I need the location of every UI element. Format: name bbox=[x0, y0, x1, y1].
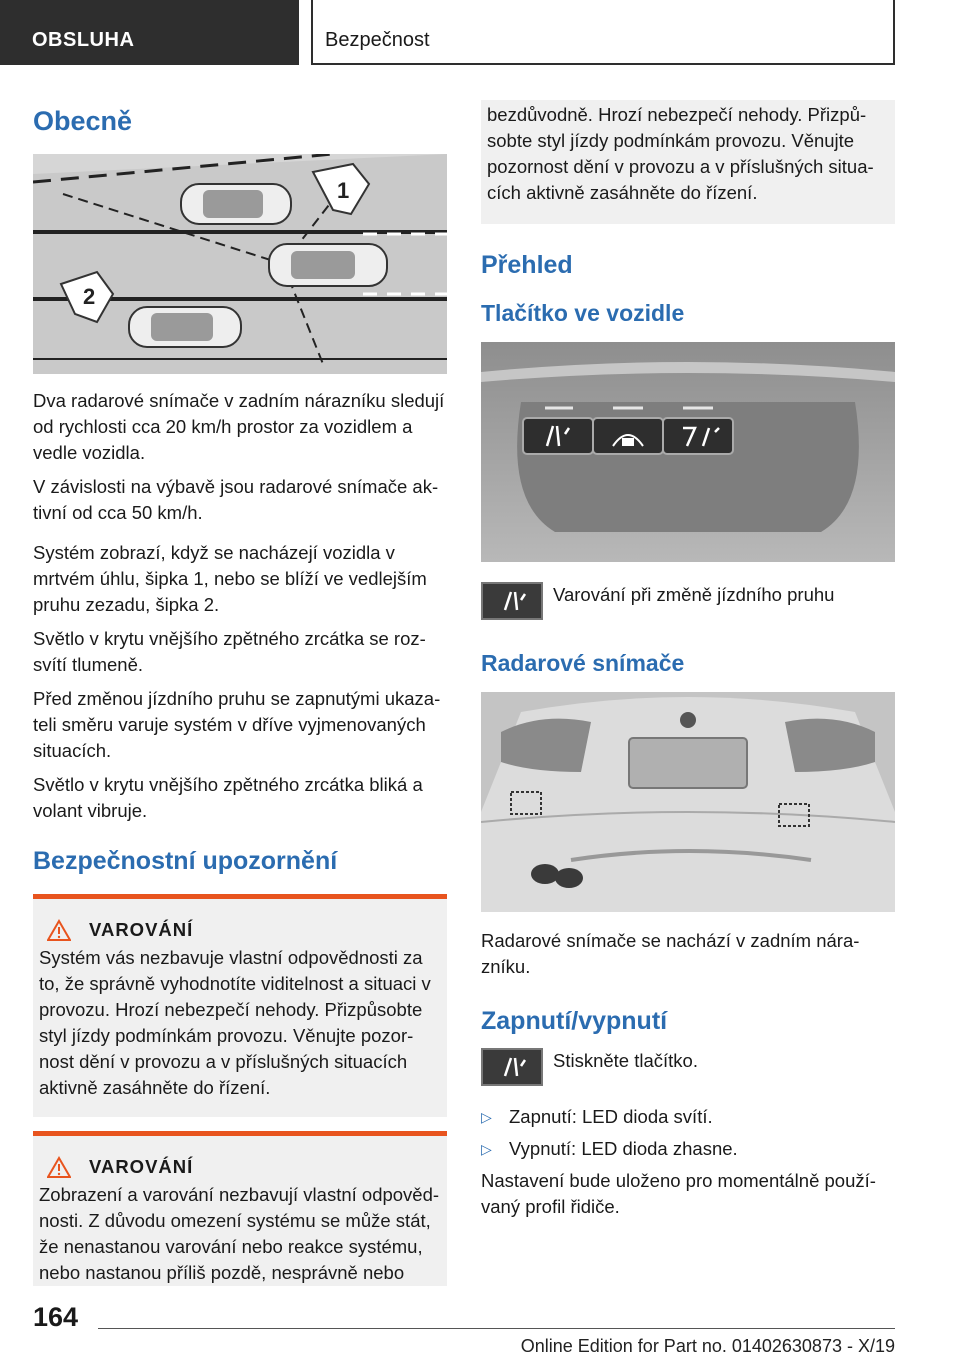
radar-caption: Radarové snímače se nachází v zadním nára‐zníku. bbox=[481, 930, 860, 977]
page-number: 164 bbox=[33, 1302, 79, 1332]
heading-overview: Přehled bbox=[481, 251, 573, 279]
car-middle bbox=[269, 244, 387, 286]
bullet-text: Vypnutí: LED dioda zhasne. bbox=[509, 1138, 738, 1159]
paragraph: Systém zobrazí, když se nacházejí vozidla v mrtvém úhlu, šipka 1, nebo se blíží ve vedlejším pruhu zezadu, šipka 2. bbox=[33, 542, 427, 615]
lane-departure-button[interactable] bbox=[663, 418, 733, 454]
edition-info: Online Edition for Part no. 01402630873 - X/19 bbox=[520, 1336, 895, 1356]
rear-bumper-illustration bbox=[481, 692, 895, 912]
lane-change-warning-icon bbox=[481, 582, 543, 620]
triangle-bullet-icon: ▷ bbox=[481, 1141, 492, 1157]
right-column bbox=[481, 100, 895, 1220]
list-item bbox=[481, 1136, 895, 1162]
bullet-text: Zapnutí: LED dioda svítí. bbox=[509, 1106, 713, 1127]
road-illustration bbox=[33, 154, 447, 374]
paragraph: Před změnou jízdního pruhu se zapnutými ukaza‐teli směru varuje systém v dříve vyjmenovaných situacích. bbox=[33, 688, 441, 761]
warning-triangle-icon bbox=[47, 919, 71, 941]
warning-triangle-icon bbox=[47, 1156, 71, 1178]
warning-title: VAROVÁNÍ bbox=[89, 919, 194, 940]
lane-change-warning-button[interactable] bbox=[523, 418, 593, 454]
paragraph: Světlo v krytu vnějšího zpětného zrcátka bliká a volant vibruje. bbox=[33, 774, 423, 821]
paragraph: V závislosti na výbavě jsou radarové snímače ak‐tivní od cca 50 km/h. bbox=[33, 476, 439, 523]
footer-divider bbox=[98, 1328, 895, 1329]
lane-change-warning-icon bbox=[481, 1048, 543, 1086]
heading-on-off: Zapnutí/vypnutí bbox=[481, 1007, 668, 1035]
list-item bbox=[481, 1104, 895, 1130]
warning-title: VAROVÁNÍ bbox=[89, 1156, 194, 1177]
radar-sensor-photo bbox=[481, 692, 895, 912]
chapter-title: Bezpečnost bbox=[325, 29, 430, 51]
button-photo bbox=[481, 342, 895, 562]
warning-text: bezdůvodně. Hrozí nebezpečí nehody. Přizpů‐sobte styl jízdy podmínkám provozu. Věnujte pozornost dění v provozu a v příslušných situa‐cích aktivně zasáhněte do řízení. bbox=[487, 104, 874, 203]
button-caption: Varování při změně jízdního pruhu bbox=[553, 584, 835, 605]
heading-radar: Radarové snímače bbox=[481, 650, 685, 676]
chapter-tab bbox=[311, 0, 895, 65]
left-column bbox=[33, 100, 447, 1286]
button-panel-illustration bbox=[481, 342, 895, 562]
warning-box bbox=[33, 894, 447, 1117]
section-tab bbox=[0, 0, 299, 65]
section-title: OBSLUHA bbox=[32, 29, 135, 51]
warning-box bbox=[33, 1131, 447, 1286]
paragraph: Dva radarové snímače v zadním nárazníku sledují od rychlosti cca 20 km/h prostor za vozidlem a vedle vozidla. bbox=[33, 390, 445, 463]
warning-text: Zobrazení a varování nezbavují vlastní odpověd‐nosti. Z důvodu omezení systému se může stát, že nenastanou varování nebo reakce systému, nebo nastanou příliš pozdě, nesprávně nebo bbox=[39, 1184, 440, 1283]
heading-general: Obecně bbox=[33, 106, 133, 136]
button-caption-row bbox=[481, 582, 895, 620]
warning-box-continued bbox=[481, 100, 895, 224]
paragraph: Nastavení bude uloženo pro momentálně použí‐vaný profil řidiče. bbox=[481, 1170, 876, 1217]
active-guard-button[interactable] bbox=[593, 418, 663, 454]
warning-text: Systém vás nezbavuje vlastní odpovědnosti za to, že správně vyhodnotíte viditelnost a situaci v provozu. Hrozí nebezpečí nehody. Přizpůsobte styl jízdy podmínkám provozu. Věnujte pozor‐nost dění v provozu a v příslušných situacích aktivně zasáhněte do řízení. bbox=[39, 947, 431, 1098]
car-bottom bbox=[129, 307, 241, 347]
heading-button: Tlačítko ve vozidle bbox=[481, 300, 685, 326]
paragraph: Světlo v krytu vnějšího zpětného zrcátka se roz‐svítí tlumeně. bbox=[33, 628, 426, 675]
arrow-2-label: 2 bbox=[83, 284, 96, 309]
car-top bbox=[181, 184, 291, 224]
arrow-1-label: 1 bbox=[337, 178, 350, 203]
press-button-row bbox=[481, 1048, 895, 1086]
press-instruction: Stiskněte tlačítko. bbox=[553, 1050, 698, 1071]
blind-spot-diagram bbox=[33, 154, 447, 374]
heading-safety: Bezpečnostní upozornění bbox=[33, 847, 338, 875]
triangle-bullet-icon: ▷ bbox=[481, 1109, 492, 1125]
